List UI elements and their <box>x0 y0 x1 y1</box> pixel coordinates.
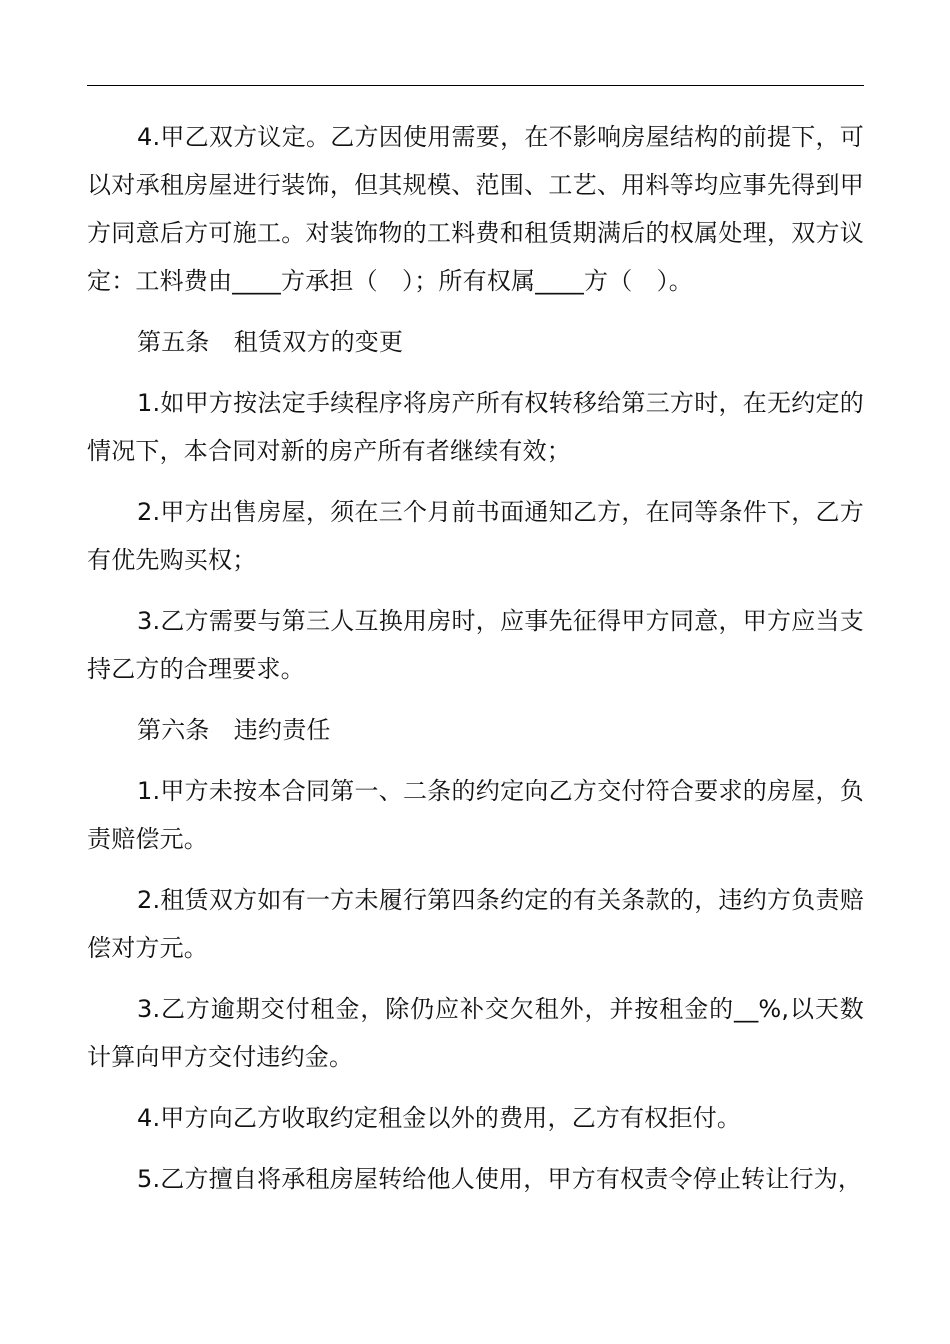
clause-5-3-exchange: 3.乙方需要与第三人互换用房时，应事先征得甲方同意，甲方应当支持乙方的合理要求。 <box>87 607 864 683</box>
clause-5-2-sale-notice: 2.甲方出售房屋，须在三个月前书面通知乙方，在同等条件下，乙方有优先购买权； <box>87 498 864 574</box>
clause-6-4-extra-fees: 4.甲方向乙方收取约定租金以外的费用，乙方有权拒付。 <box>137 1104 742 1132</box>
article-5-heading: 第五条 租赁双方的变更 <box>137 328 404 356</box>
document-body <box>87 113 864 1216</box>
header-rule <box>87 85 864 86</box>
clause-4-4-decoration: 4.甲乙双方议定。乙方因使用需要，在不影响房屋结构的前提下，可以对承租房屋进行装饰，但其规模、范围、工艺、用料等均应事先得到甲方同意后方可施工。对装饰物的工料费和租赁期满后的权属处理，双方议定：工料费由____方承担（ ）；所有权属____方（ ）。 <box>87 123 864 295</box>
article-6-heading: 第六条 违约责任 <box>137 716 331 744</box>
clause-6-1-delivery-breach: 1.甲方未按本合同第一、二条的约定向乙方交付符合要求的房屋，负责赔偿元。 <box>87 777 864 853</box>
clause-6-3-late-rent: 3.乙方逾期交付租金，除仍应补交欠租外，并按租金的__%,以天数计算向甲方交付违约金。 <box>87 995 864 1071</box>
clause-6-2-terms-breach: 2.租赁双方如有一方未履行第四条约定的有关条款的，违约方负责赔偿对方元。 <box>87 886 864 962</box>
clause-5-1-ownership-transfer: 1.如甲方按法定手续程序将房产所有权转移给第三方时，在无约定的情况下，本合同对新的房产所有者继续有效； <box>87 389 864 465</box>
clause-6-5-sublet: 5.乙方擅自将承租房屋转给他人使用，甲方有权责令停止转让行为， <box>137 1165 863 1193</box>
